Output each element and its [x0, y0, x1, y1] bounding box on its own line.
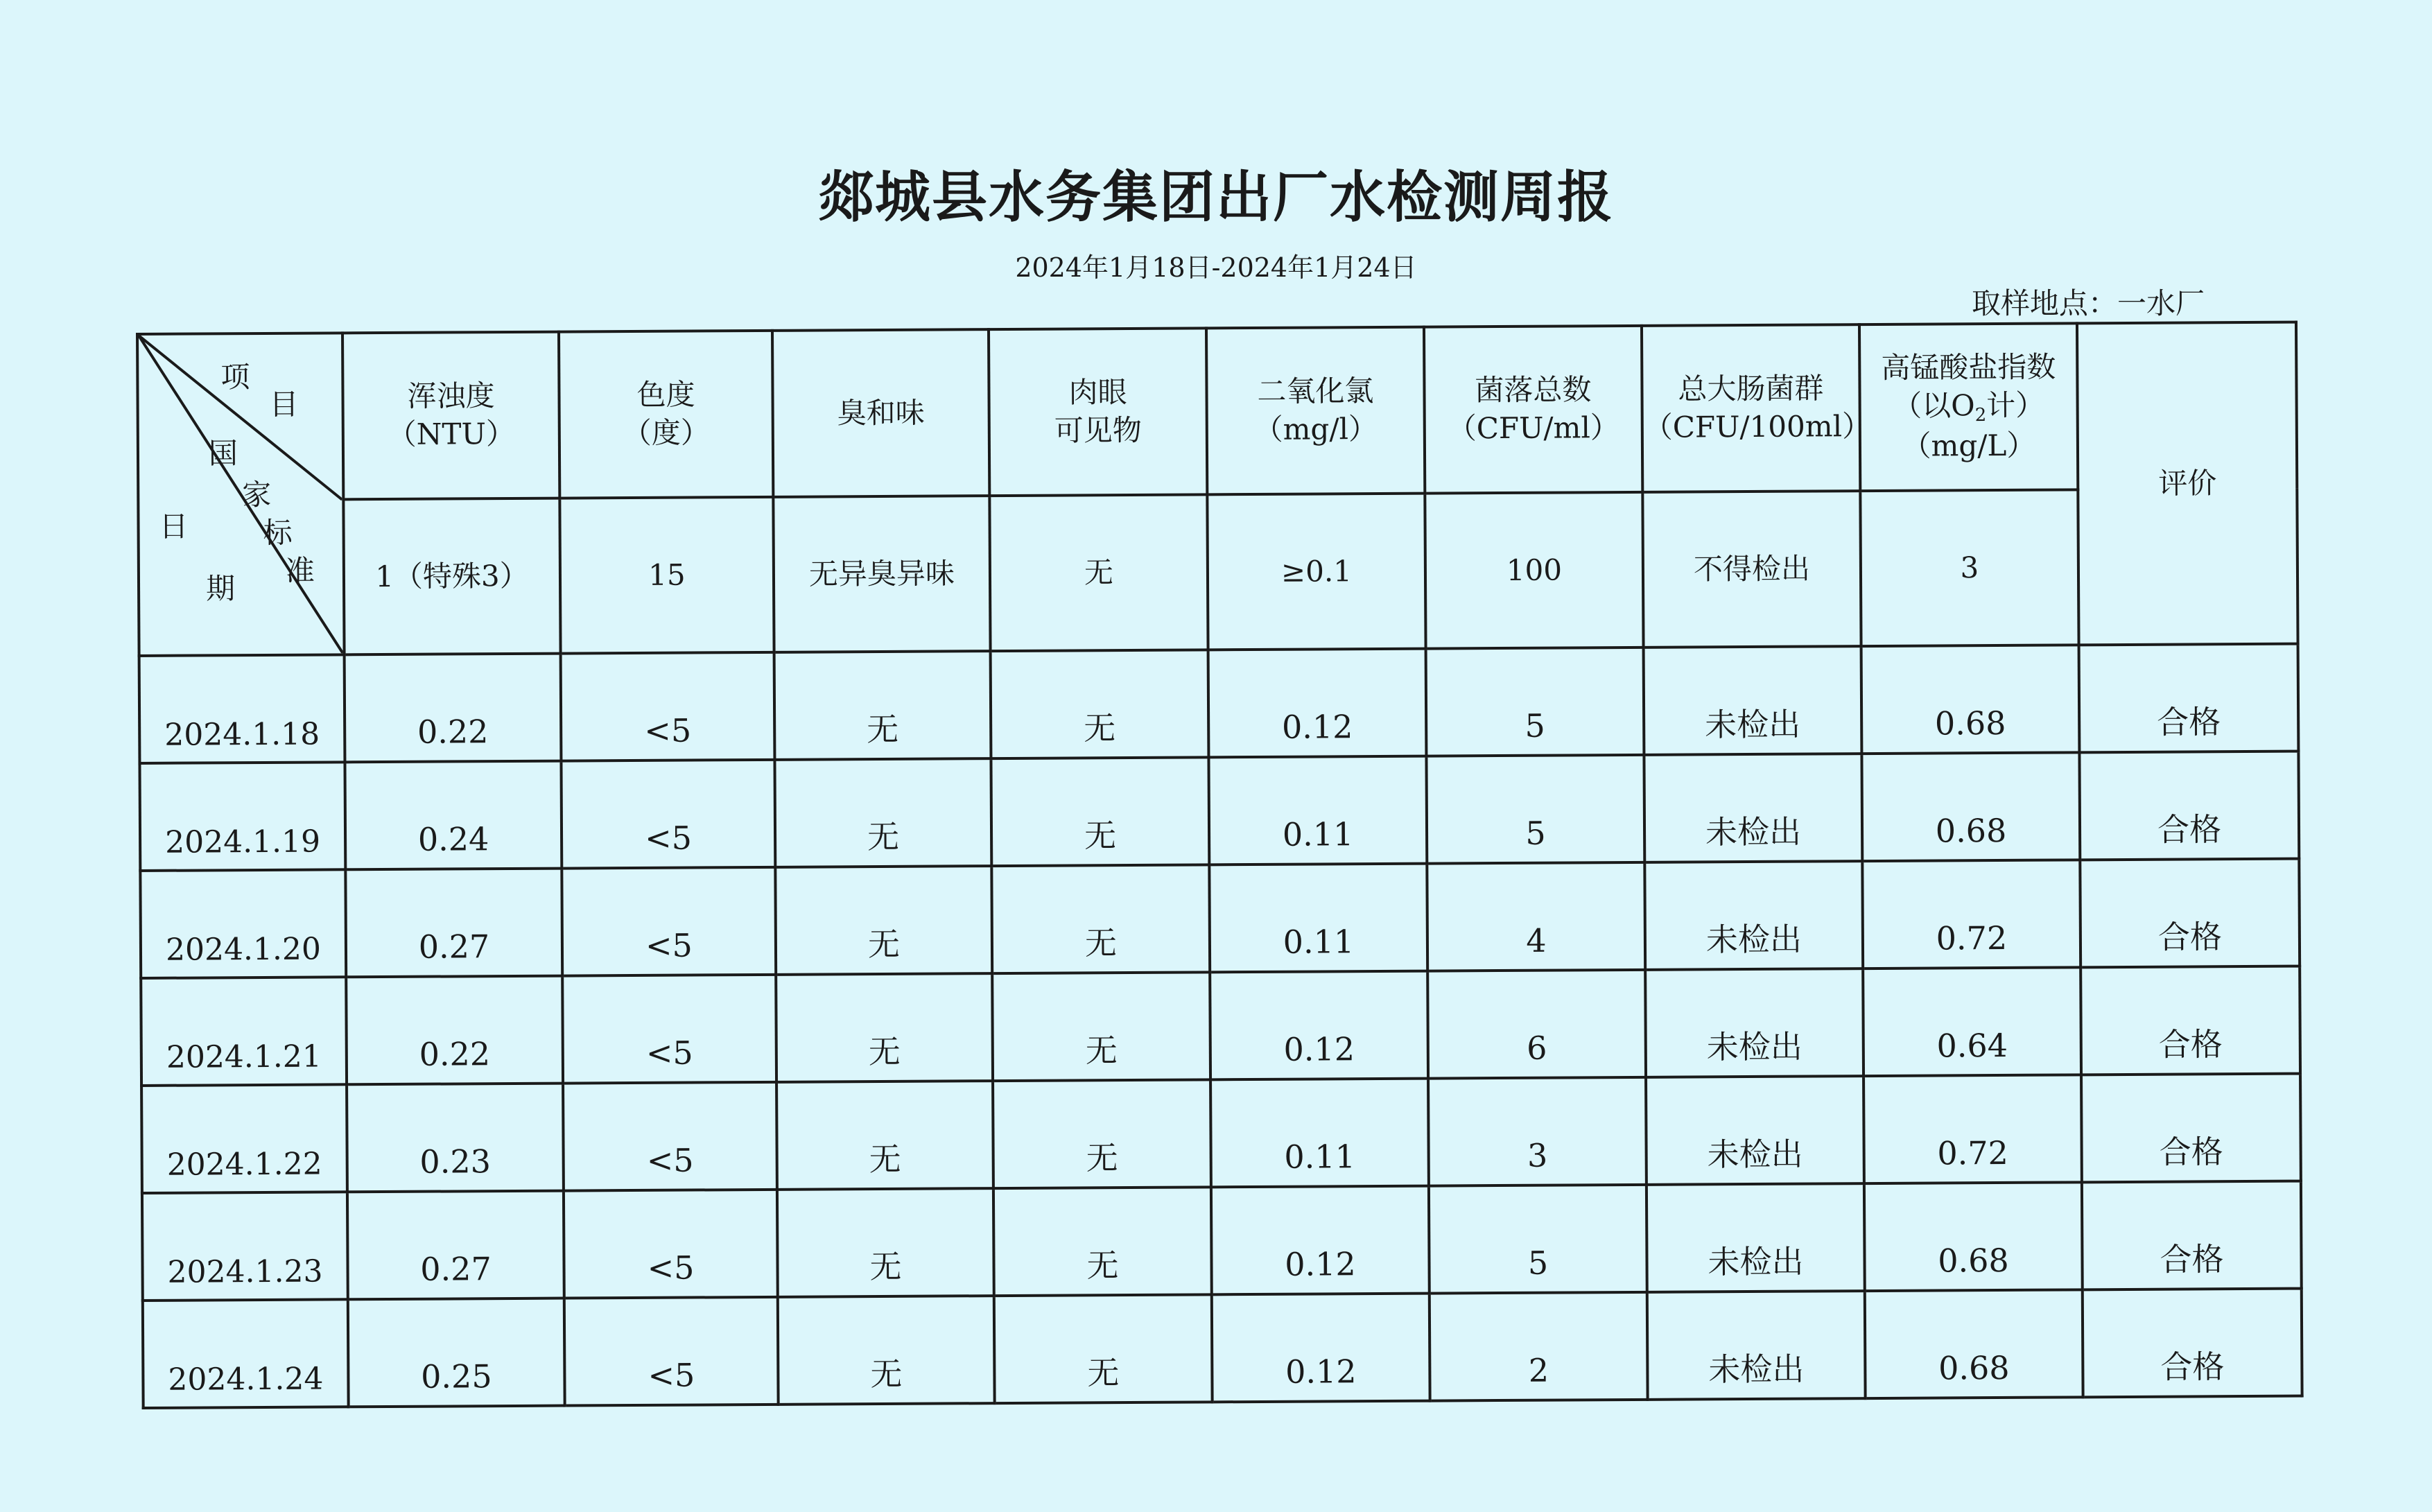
- cell-colony-count: 2: [1430, 1292, 1648, 1401]
- column-header-odor: 臭和味: [772, 329, 989, 497]
- cell-permanganate: 0.68: [1861, 645, 2080, 754]
- table-row: [139, 751, 2299, 871]
- report-title: 郯城县水务集团出厂水检测周报: [818, 164, 1614, 229]
- header-corner-standard-char-3: 标: [263, 515, 293, 550]
- cell-odor: 无: [774, 758, 991, 867]
- cell-chlorine-dioxide: 0.11: [1209, 864, 1427, 973]
- diagonal-header-cell: [137, 333, 345, 656]
- cell-date: 2024.1.20: [140, 869, 346, 978]
- table-row: [140, 859, 2300, 978]
- column-header-evaluation: 评价: [2077, 322, 2298, 645]
- standard-colony-count: 100: [1425, 492, 1643, 649]
- cell-color: <5: [561, 760, 775, 869]
- cell-visible-matter: 无: [993, 1187, 1212, 1296]
- column-header-colony-count: 菌落总数 （CFU/ml）: [1424, 326, 1642, 494]
- header-corner-date-char-2: 期: [205, 571, 236, 606]
- cell-color: <5: [561, 652, 775, 761]
- cell-turbidity: 0.24: [345, 761, 562, 870]
- cell-evaluation: 合格: [2079, 644, 2299, 753]
- cell-visible-matter: 无: [991, 757, 1209, 866]
- standard-chlorine-dioxide: ≥0.1: [1207, 494, 1425, 650]
- header-corner-item-char-1: 项: [220, 360, 250, 394]
- cell-coliform: 未检出: [1646, 1076, 1864, 1185]
- cell-odor: 无: [776, 973, 993, 1082]
- cell-odor: 无: [776, 1081, 993, 1190]
- cell-evaluation: 合格: [2079, 751, 2299, 860]
- cell-color: <5: [564, 1297, 779, 1406]
- cell-color: <5: [563, 1082, 777, 1191]
- standard-coliform: 不得检出: [1642, 491, 1861, 648]
- cell-odor: 无: [777, 1188, 994, 1297]
- standard-color: 15: [559, 497, 774, 654]
- cell-coliform: 未检出: [1647, 1183, 1865, 1292]
- cell-coliform: 未检出: [1645, 968, 1864, 1077]
- column-header-visible-matter: 肉眼 可见物: [989, 328, 1207, 496]
- cell-colony-count: 5: [1426, 648, 1644, 756]
- cell-color: <5: [562, 975, 776, 1084]
- cell-chlorine-dioxide: 0.11: [1208, 756, 1427, 865]
- cell-colony-count: 6: [1427, 970, 1646, 1079]
- report-date-range: 2024年1月18日-2024年1月24日: [1015, 252, 1417, 283]
- header-corner-standard-char-2: 家: [242, 477, 272, 512]
- table-row: [141, 1074, 2301, 1193]
- cell-date: 2024.1.21: [141, 977, 347, 1086]
- water-quality-table: [136, 321, 2304, 1409]
- cell-visible-matter: 无: [992, 972, 1210, 1081]
- cell-visible-matter: 无: [991, 650, 1209, 758]
- cell-colony-count: 3: [1428, 1077, 1647, 1186]
- standard-permanganate: 3: [1860, 489, 2078, 646]
- cell-evaluation: 合格: [2080, 859, 2300, 968]
- cell-colony-count: 5: [1429, 1185, 1647, 1294]
- standard-odor: 无异臭异味: [773, 496, 990, 652]
- cell-turbidity: 0.23: [347, 1084, 564, 1192]
- cell-turbidity: 0.27: [345, 869, 562, 977]
- cell-date: 2024.1.22: [141, 1084, 347, 1193]
- cell-color: <5: [564, 1190, 778, 1298]
- table-header-row: [137, 322, 2297, 501]
- cell-odor: 无: [774, 651, 991, 760]
- cell-chlorine-dioxide: 0.11: [1210, 1079, 1429, 1188]
- cell-chlorine-dioxide: 0.12: [1212, 1294, 1430, 1402]
- cell-coliform: 未检出: [1647, 1291, 1866, 1400]
- cell-permanganate: 0.72: [1864, 1075, 2082, 1183]
- table-row: [139, 644, 2299, 763]
- header-corner-date-char-1: 日: [159, 509, 189, 544]
- cell-visible-matter: 无: [993, 1079, 1211, 1188]
- standard-turbidity: 1（特殊3）: [343, 498, 560, 655]
- cell-evaluation: 合格: [2081, 1074, 2301, 1183]
- cell-date: 2024.1.24: [143, 1299, 349, 1408]
- cell-permanganate: 0.72: [1862, 860, 2081, 968]
- standard-row: [138, 489, 2298, 656]
- cell-coliform: 未检出: [1644, 646, 1862, 755]
- cell-turbidity: 0.22: [345, 654, 562, 763]
- table-row: [141, 966, 2300, 1086]
- cell-permanganate: 0.64: [1863, 967, 2081, 1076]
- header-corner-standard-char-1: 国: [208, 436, 238, 471]
- table-row: [142, 1181, 2302, 1301]
- cell-turbidity: 0.27: [347, 1191, 564, 1300]
- column-header-chlorine-dioxide: 二氧化氯 （mg/l）: [1206, 327, 1425, 495]
- cell-turbidity: 0.22: [346, 976, 563, 1085]
- column-header-turbidity: 浑浊度 （NTU）: [342, 332, 559, 500]
- column-header-coliform: 总大肠菌群 （CFU/100ml）: [1642, 324, 1860, 492]
- cell-coliform: 未检出: [1644, 861, 1863, 970]
- cell-chlorine-dioxide: 0.12: [1211, 1186, 1430, 1295]
- cell-permanganate: 0.68: [1865, 1289, 2083, 1398]
- cell-odor: 无: [775, 866, 992, 975]
- cell-visible-matter: 无: [991, 864, 1210, 973]
- cell-turbidity: 0.25: [348, 1298, 565, 1407]
- cell-chlorine-dioxide: 0.12: [1210, 971, 1428, 1080]
- column-header-color: 色度 （度）: [559, 331, 773, 498]
- cell-color: <5: [562, 867, 776, 976]
- cell-date: 2024.1.23: [142, 1192, 348, 1301]
- cell-permanganate: 0.68: [1864, 1182, 2083, 1291]
- cell-date: 2024.1.19: [139, 762, 345, 871]
- cell-chlorine-dioxide: 0.12: [1208, 649, 1427, 758]
- cell-colony-count: 5: [1426, 755, 1644, 864]
- column-header-permanganate: 高锰酸盐指数 （以$O_2$计） （mg/L）: [1859, 323, 2078, 491]
- cell-coliform: 未检出: [1644, 754, 1862, 862]
- cell-evaluation: 合格: [2081, 966, 2300, 1075]
- cell-evaluation: 合格: [2083, 1289, 2302, 1398]
- standard-visible-matter: 无: [989, 494, 1208, 651]
- header-corner-standard-char-4: 准: [285, 553, 315, 588]
- cell-colony-count: 4: [1427, 862, 1645, 971]
- cell-date: 2024.1.18: [139, 654, 345, 763]
- cell-visible-matter: 无: [994, 1294, 1213, 1403]
- header-corner-item-char-2: 目: [269, 387, 299, 422]
- table-row: [143, 1289, 2302, 1408]
- cell-odor: 无: [778, 1296, 995, 1405]
- sampling-location: 取样地点：一水厂: [1971, 286, 2205, 320]
- cell-evaluation: 合格: [2082, 1181, 2302, 1290]
- cell-permanganate: 0.68: [1861, 752, 2080, 861]
